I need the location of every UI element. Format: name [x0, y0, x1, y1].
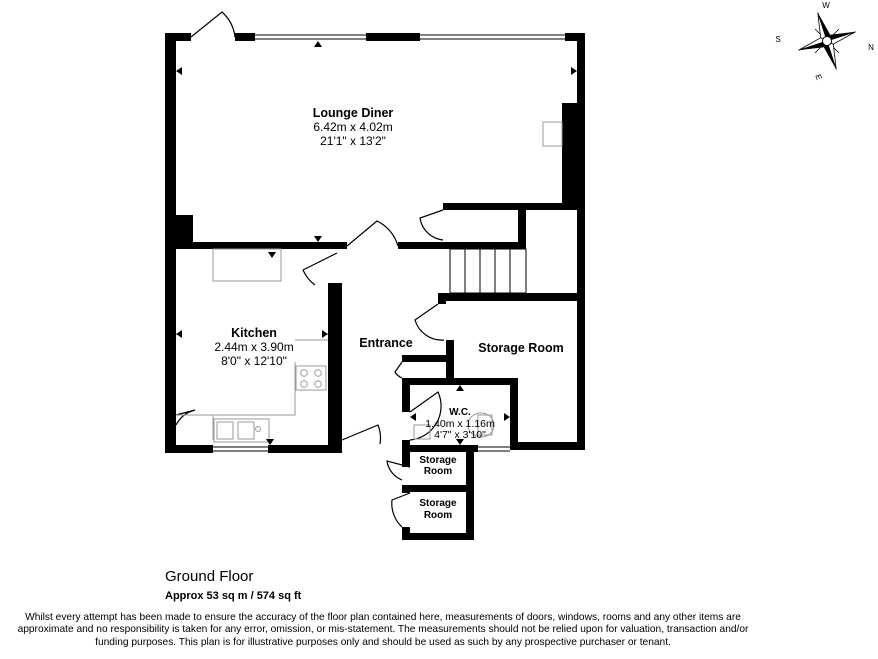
disclaimer-text: Whilst every attempt has been made to ensure the accuracy of the floor plan contained here, measurements of doors, windows, rooms and any other items are approximate and no responsibility is taken for any error, omission, or mis-statement. The measurements should not be relied upon for valuation, transaction and/or funding purposes. This plan is for illustrative purposes only and should be used as such by any prospective purchaser or tenant. — [17, 612, 749, 648]
storage-small-1-line1: Storage — [419, 455, 457, 466]
storage-small-1-line2: Room — [423, 466, 453, 477]
room-label-wc — [425, 407, 495, 441]
compass-e: E — [813, 73, 824, 82]
room-name-lounge: Lounge Diner — [312, 106, 394, 120]
room-metric-lounge: 6.42m x 4.02m — [313, 120, 393, 134]
storage-small-2-line2: Room — [423, 510, 453, 521]
compass-s: S — [775, 35, 781, 44]
compass-w: W — [822, 1, 830, 10]
room-imperial-lounge: 21'1" x 13'2" — [320, 134, 386, 148]
floor-name: Ground Floor — [165, 568, 254, 585]
room-imperial-kitchen: 8'0" x 12'10" — [221, 354, 287, 368]
fixtures — [176, 122, 562, 442]
room-label-lounge — [313, 106, 394, 148]
room-imperial-wc: 4'7" x 3'10" — [434, 429, 486, 441]
room-label-storage-small-2 — [419, 498, 457, 521]
storage-small-2-line1: Storage — [419, 498, 457, 509]
room-label-storage-small-1 — [419, 455, 457, 477]
compass-n: N — [868, 43, 874, 52]
room-name-kitchen: Kitchen — [231, 326, 277, 340]
stairs — [450, 249, 526, 293]
room-label-kitchen — [214, 326, 293, 368]
room-name-storage: Storage Room — [478, 341, 564, 355]
floor-area: Approx 53 sq m / 574 sq ft — [165, 590, 302, 602]
room-metric-kitchen: 2.44m x 3.90m — [214, 340, 294, 354]
room-name-entrance: Entrance — [359, 336, 413, 350]
compass-rose — [775, 1, 874, 81]
room-name-wc: W.C. — [449, 407, 471, 418]
room-metric-wc: 1.40m x 1.16m — [425, 418, 495, 430]
